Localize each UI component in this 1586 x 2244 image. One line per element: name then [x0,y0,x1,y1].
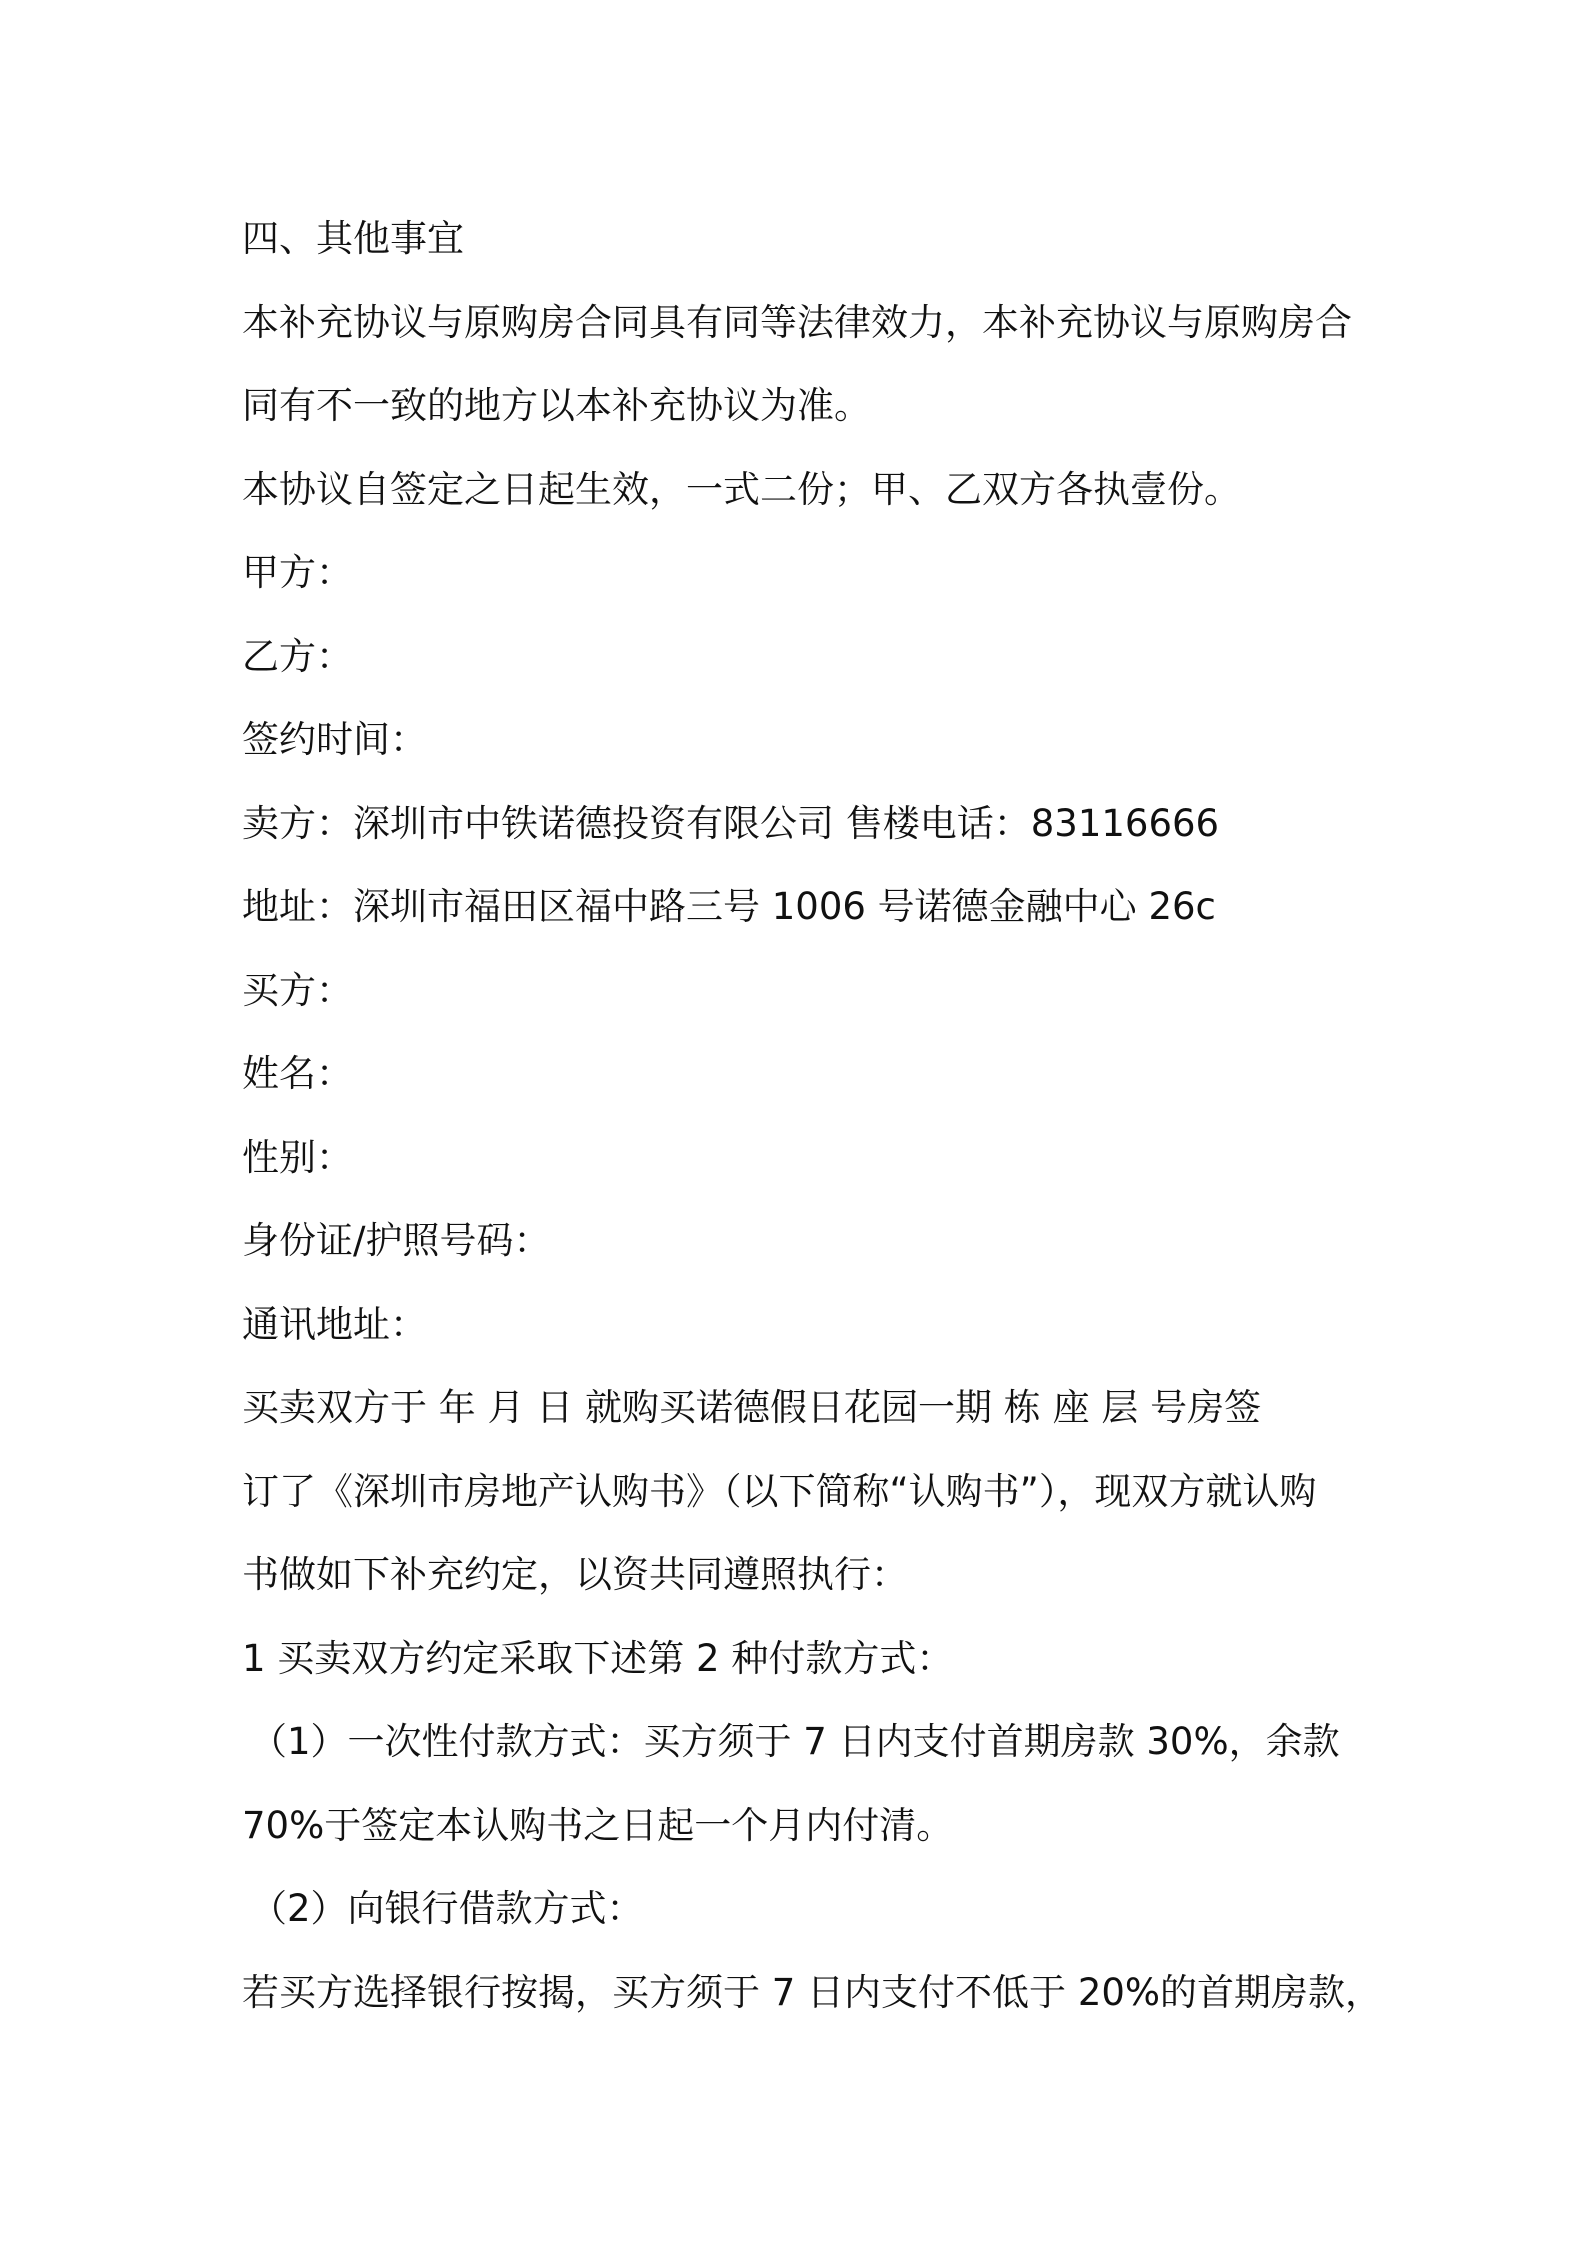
document-body [242,197,1383,2034]
party-b-field: 乙方： [242,634,353,678]
paragraph-line: 买卖双方于 年 月 日 就购买诺德假日花园一期 栋 座 层 号房签 [242,1386,1262,1429]
id-number-field: 身份证/护照号码： [242,1219,551,1262]
gender-field: 性别： [242,1135,353,1179]
section-heading: 四、其他事宜 [242,217,464,260]
paragraph-line: 若买方选择银行按揭，买方须于 7 日内支付不低于 20%的首期房款， [242,1970,1383,2014]
signing-time-field: 签约时间： [242,718,427,761]
paragraph-line: 本协议自签定之日起生效，一式二份；甲、乙双方各执壹份。 [242,467,1241,511]
mailing-address-field: 通讯地址： [242,1302,427,1346]
paragraph-line: 书做如下补充约定，以资共同遵照执行： [242,1553,908,1596]
paragraph-line: 订了《深圳市房地产认购书》（以下简称“认购书”），现双方就认购 [242,1469,1317,1513]
payment-option-1: （1）一次性付款方式：买方须于 7 日内支付首期房款 30%，余款 [250,1720,1340,1763]
paragraph-line: 70%于签定本认购书之日起一个月内付清。 [242,1803,954,1847]
address-field: 地址：深圳市福田区福中路三号 1006 号诺德金融中心 26c [242,885,1216,928]
seller-field: 卖方：深圳市中铁诺德投资有限公司 售楼电话：83116666 [242,801,1220,845]
paragraph-line: 本补充协议与原购房合同具有同等法律效力，本补充协议与原购房合 [242,300,1352,344]
clause-heading: 1 买卖双方约定采取下述第 2 种付款方式： [242,1636,954,1680]
payment-option-2: （2）向银行借款方式： [250,1887,644,1930]
buyer-field: 买方： [242,968,353,1012]
name-field: 姓名： [242,1052,353,1095]
party-a-field: 甲方： [242,551,353,594]
paragraph-line: 同有不一致的地方以本补充协议为准。 [242,384,871,427]
